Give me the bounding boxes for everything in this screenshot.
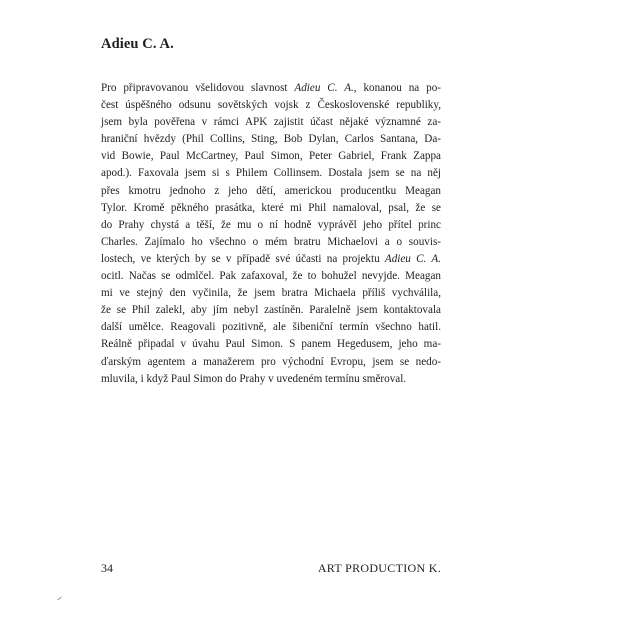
text-line: jsem byla pověřena v rámci APK zajistit účast nějaké významné za- <box>101 116 441 129</box>
text-line: Charles. Zajímalo ho všechno o mém bratru Michaelovi a o souvis- <box>101 235 441 248</box>
text-line: apod.). Faxovala jsem si s Philem Collinsem. Dostala jsem se na něj <box>101 167 441 180</box>
running-footer: ART PRODUCTION K. <box>317 561 441 575</box>
body-paragraph <box>101 80 441 388</box>
page-number: 34 <box>101 561 113 575</box>
text-line: lostech, ve kterých by se v případě své účasti na projektu Adieu C. A. <box>101 252 441 265</box>
text-line: Tylor. Kromě pěkného prasátka, které mi Phil namaloval, psal, že se <box>101 201 441 214</box>
text-line: ďarským agentem a manažerem pro východní Evropu, jsem se nedo- <box>101 355 441 368</box>
text-line: další umělce. Reagovali pozitivně, ale šibeniční termín všechno hatil. <box>101 321 441 334</box>
text-line: hraniční hvězdy (Phil Collins, Sting, Bob Dylan, Carlos Santana, Da- <box>101 133 441 146</box>
work-title: Adieu C. A. <box>384 252 441 265</box>
text-line: že se Phil zalekl, aby jím nebyl zastíněn. Paralelně jsem kontaktovala <box>101 304 441 317</box>
text-line: Reálně připadal v úvahu Paul Simon. S panem Hegedusem, jeho ma- <box>101 338 441 351</box>
work-title: Adieu C. A. <box>294 82 354 94</box>
text-line: Pro připravovanou všelidovou slavnost Adieu C. A., konanou na po- <box>101 82 441 94</box>
text-line: ocitl. Načas se odmlčel. Pak zafaxoval, že to bohužel nevyjde. Meagan <box>101 270 441 283</box>
text-line-last: mluvila, i když Paul Simon do Prahy v uvedeném termínu směroval. <box>101 372 407 385</box>
text-line: přes kmotru jednoho z jeho dětí, americkou producentku Meagan <box>101 184 441 197</box>
text-line: čest úspěšného odsunu sovětských vojsk z Československé republiky, <box>101 99 441 112</box>
text-line: mi ve stejný den vyčinila, že jsem bratra Michaela příliš vychválila, <box>101 287 441 300</box>
scan-mark <box>57 597 62 601</box>
chapter-title: Adieu C. A. <box>101 36 174 52</box>
text-line: do Prahy chystá a těší, že mu o ní hodně vyprávěl jeho přítel princ <box>101 218 441 231</box>
text-line: vid Bowie, Paul McCartney, Paul Simon, Peter Gabriel, Frank Zappa <box>101 150 441 163</box>
